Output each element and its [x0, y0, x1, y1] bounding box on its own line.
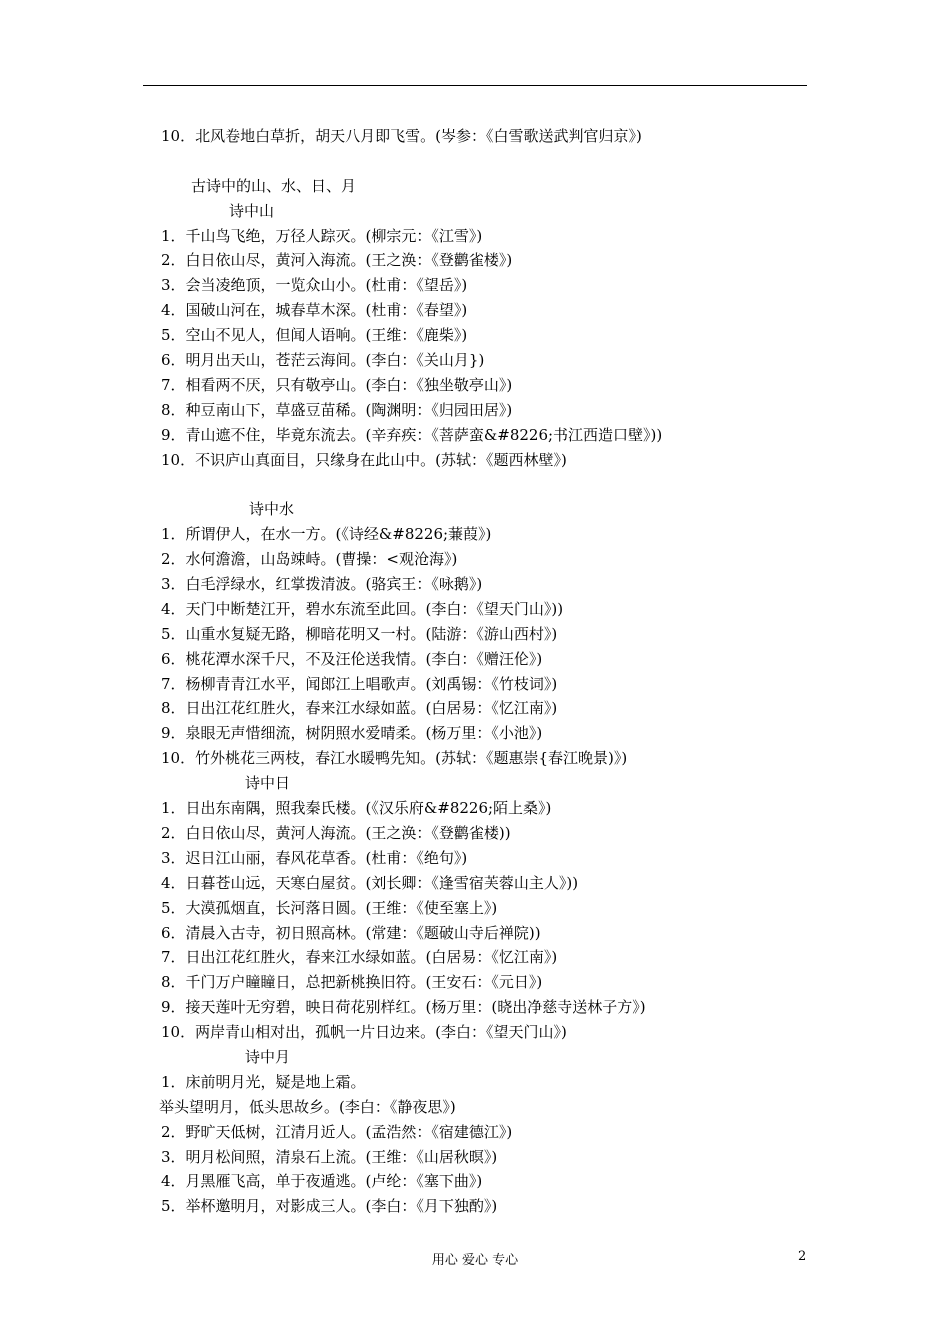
- text-line: 3．明月松间照，清泉石上流。(王维：《山居秋暝》): [161, 1147, 498, 1166]
- text-line: 7．相看两不厌，只有敬亭山。(李白：《独坐敬亭山》): [161, 375, 513, 394]
- header-rule: [143, 85, 807, 86]
- text-line: 10．两岸青山相对出，孤帆一片日边来。(李白：《望天门山》): [161, 1023, 567, 1042]
- text-line: 5．山重水复疑无路，柳暗花明又一村。(陆游：《游山西村》): [161, 624, 558, 643]
- document-body: [161, 124, 851, 1219]
- text-line: 8．日出江花红胜火，春来江水绿如蓝。(白居易：《忆江南》): [161, 699, 558, 718]
- text-line: 3．迟日江山丽，春风花草香。(杜甫：《绝句》): [161, 848, 468, 867]
- text-line: 7．杨柳青青江水平，闻郎江上唱歌声。(刘禹锡：《竹枝词》): [161, 674, 558, 693]
- text-line: 10．北风卷地白草折，胡天八月即飞雪。(岑参：《白雪歌送武判官归京》): [161, 127, 642, 145]
- text-line: 3．白毛浮绿水，红掌拨清波。(骆宾王：《咏鹅》): [161, 575, 483, 594]
- text-line: 3．会当凌绝顶，一览众山小。(杜甫：《望岳》): [161, 276, 468, 295]
- text-line: 2．白日依山尽，黄河人海流。(王之涣：《登鹳雀楼)): [161, 823, 511, 842]
- page-number: 2: [798, 1249, 807, 1264]
- text-line: 9．泉眼无声惜细流，树阴照水爱晴柔。(杨万里：《小池》): [161, 724, 543, 743]
- text-line: 6．清晨入古寺，初日照高林。(常建：《题破山寺后禅院)): [161, 923, 541, 942]
- text-line: 诗中日: [245, 774, 291, 793]
- text-line: 2．水何澹澹，山岛竦峙。(曹操：<观沧海》): [161, 550, 458, 569]
- text-line: 7．日出江花红胜火，春来江水绿如蓝。(白居易：《忆江南》): [161, 948, 558, 967]
- text-line: 5．大漠孤烟直，长河落日圆。(王维：《使至塞上》): [161, 898, 498, 917]
- text-line: 6．桃花潭水深千尺，不及汪伦送我情。(李白：《赠汪伦》): [161, 649, 543, 668]
- text-line: 1．床前明月光，疑是地上霜。: [161, 1072, 366, 1091]
- blank-line: [161, 149, 851, 174]
- blank-line: [161, 472, 851, 497]
- text-line: 古诗中的山、水、日、月: [191, 176, 357, 195]
- text-line: 8．千门万户瞳瞳日，总把新桃换旧符。(王安石：《元日》): [161, 973, 543, 992]
- text-line: 1．日出东南隅，照我秦氏楼。(《汉乐府&#8226;陌上桑》): [161, 799, 552, 818]
- text-line: 1．所谓伊人，在水一方。(《诗经&#8226;蒹葭》): [161, 525, 492, 544]
- text-line: 4．天门中断楚江开，碧水东流至此回。(李白：《望天门山》)): [161, 599, 564, 618]
- text-line: 10．竹外桃花三两枝，春江水暖鸭先知。(苏轼：《题惠崇{春江晚景)》): [161, 749, 628, 768]
- text-line: 8．种豆南山下，草盛豆苗稀。(陶渊明：《归园田居》): [161, 400, 513, 419]
- text-line: 2．野旷天低树，江清月近人。(孟浩然：《宿建德江》): [161, 1122, 513, 1141]
- text-line: 4．月黑雁飞高，单于夜遁逃。(卢纶：《塞下曲》): [161, 1172, 483, 1191]
- text-line: 10．不识庐山真面目，只缘身在此山中。(苏轼：《题西林壁》): [161, 450, 567, 469]
- text-line: 1．千山鸟飞绝，万径人踪灭。(柳宗元：《江雪》): [161, 226, 483, 245]
- text-line: 诗中月: [245, 1047, 291, 1066]
- text-line: 举头望明月，低头思故乡。(李白：《静夜思》): [159, 1097, 456, 1116]
- footer-text: 用心 爱心 专心: [431, 1253, 519, 1268]
- text-line: 2．白日依山尽，黄河入海流。(王之涣：《登鹳雀楼》): [161, 251, 513, 270]
- text-line: 诗中水: [249, 500, 295, 519]
- text-line: 6．明月出天山，苍茫云海间。(李白：《关山月}): [161, 351, 485, 370]
- text-line: 5．举杯邀明月，对影成三人。(李白：《月下独酌》): [161, 1197, 498, 1216]
- text-line: 诗中山: [229, 201, 275, 220]
- text-line: 4．国破山河在，城春草木深。(杜甫：《春望》): [161, 301, 468, 320]
- text-line: 9．接天莲叶无穷碧，映日荷花别样红。(杨万里：(晓出净慈寺送林子方》): [161, 998, 646, 1017]
- text-line: 4．日暮苍山远，天寒白屋贫。(刘长卿：《逢雪宿芙蓉山主人》)): [161, 873, 579, 892]
- text-line: 9．青山遮不住，毕竟东流去。(辛弃疾：《菩萨蛮&#8226;书江西造口壁》)): [161, 425, 663, 444]
- text-line: 5．空山不见人，但闻人语响。(王维：《鹿柴》): [161, 326, 468, 345]
